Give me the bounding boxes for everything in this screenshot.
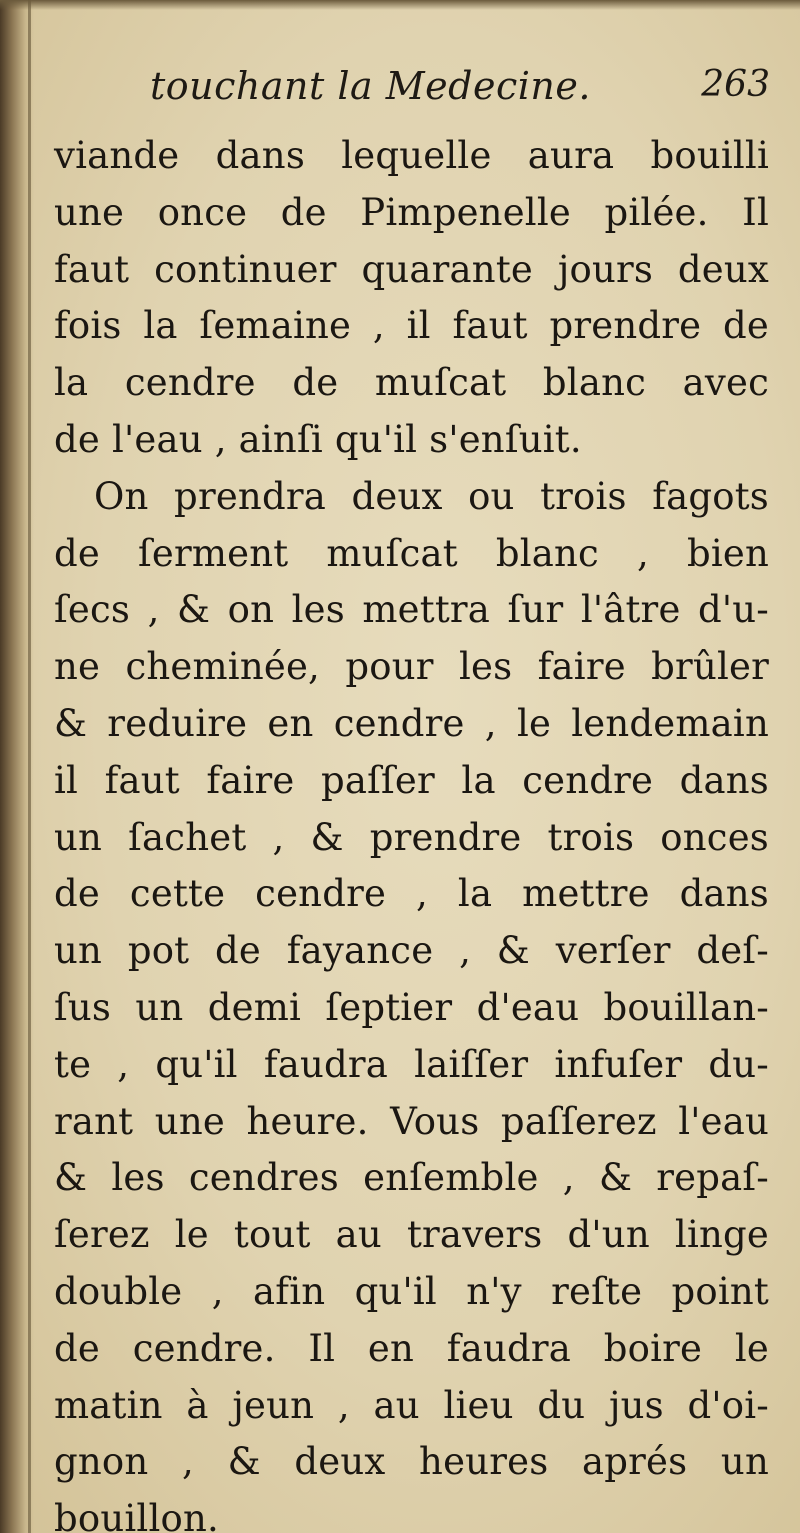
text-line: un ſachet , & prendre trois onces: [54, 815, 769, 859]
paragraph-1: [54, 128, 769, 469]
page-header: [150, 64, 770, 124]
text-line: te , qu'il faudra laiſſer infuſer du-: [54, 1042, 769, 1086]
text-line: il faut faire paſſer la cendre dans: [54, 758, 769, 802]
text-line: rant une heure. Vous paſſerez l'eau: [54, 1099, 769, 1143]
text-line: de cette cendre , la mettre dans: [54, 872, 769, 916]
text-line: viande dans lequelle aura bouilli: [54, 134, 769, 177]
text-line: & les cendres enſemble , & repaſ-: [54, 1156, 769, 1200]
text-line: de ſerment muſcat blanc , bien: [54, 531, 769, 575]
text-line: ne cheminée, pour les faire brûler: [54, 645, 769, 689]
text-line: ſerez le tout au travers d'un linge: [54, 1213, 769, 1257]
text-line: On prendra deux ou trois fagots: [94, 474, 769, 518]
text-line: fois la ſemaine , il faut prendre de: [54, 304, 769, 348]
text-line: gnon , & deux heures aprés un: [54, 1440, 769, 1484]
text-line: & reduire en cendre , le lendemain: [54, 701, 769, 745]
paragraph-2: [54, 469, 769, 1533]
binding-edge: [28, 0, 31, 1533]
text-line: ſecs , & on les mettra ſur l'âtre d'u-: [54, 588, 769, 632]
text-line: un pot de fayance , & verſer deſ-: [54, 929, 769, 973]
running-title: touchant la Medecine.: [150, 64, 591, 108]
text-line: la cendre de muſcat blanc avec: [54, 361, 769, 405]
text-line: matin à jeun , au lieu du jus d'oi-: [54, 1383, 769, 1427]
body-text: [54, 128, 769, 1533]
text-line: de cendre. Il en faudra boire le: [54, 1326, 769, 1370]
text-line: bouillon.: [54, 1497, 219, 1533]
text-line: de l'eau , ainſi qu'il s'enſuit.: [54, 417, 582, 461]
page-top-edge: [0, 0, 800, 10]
text-line: une once de Pimpenelle pilée. Il: [54, 190, 769, 234]
page-number: 263: [701, 64, 770, 105]
text-line: double , afin qu'il n'y reſte point: [54, 1269, 769, 1313]
text-line: ſus un demi ſeptier d'eau bouillan-: [54, 985, 769, 1029]
text-line: faut continuer quarante jours deux: [54, 247, 769, 291]
